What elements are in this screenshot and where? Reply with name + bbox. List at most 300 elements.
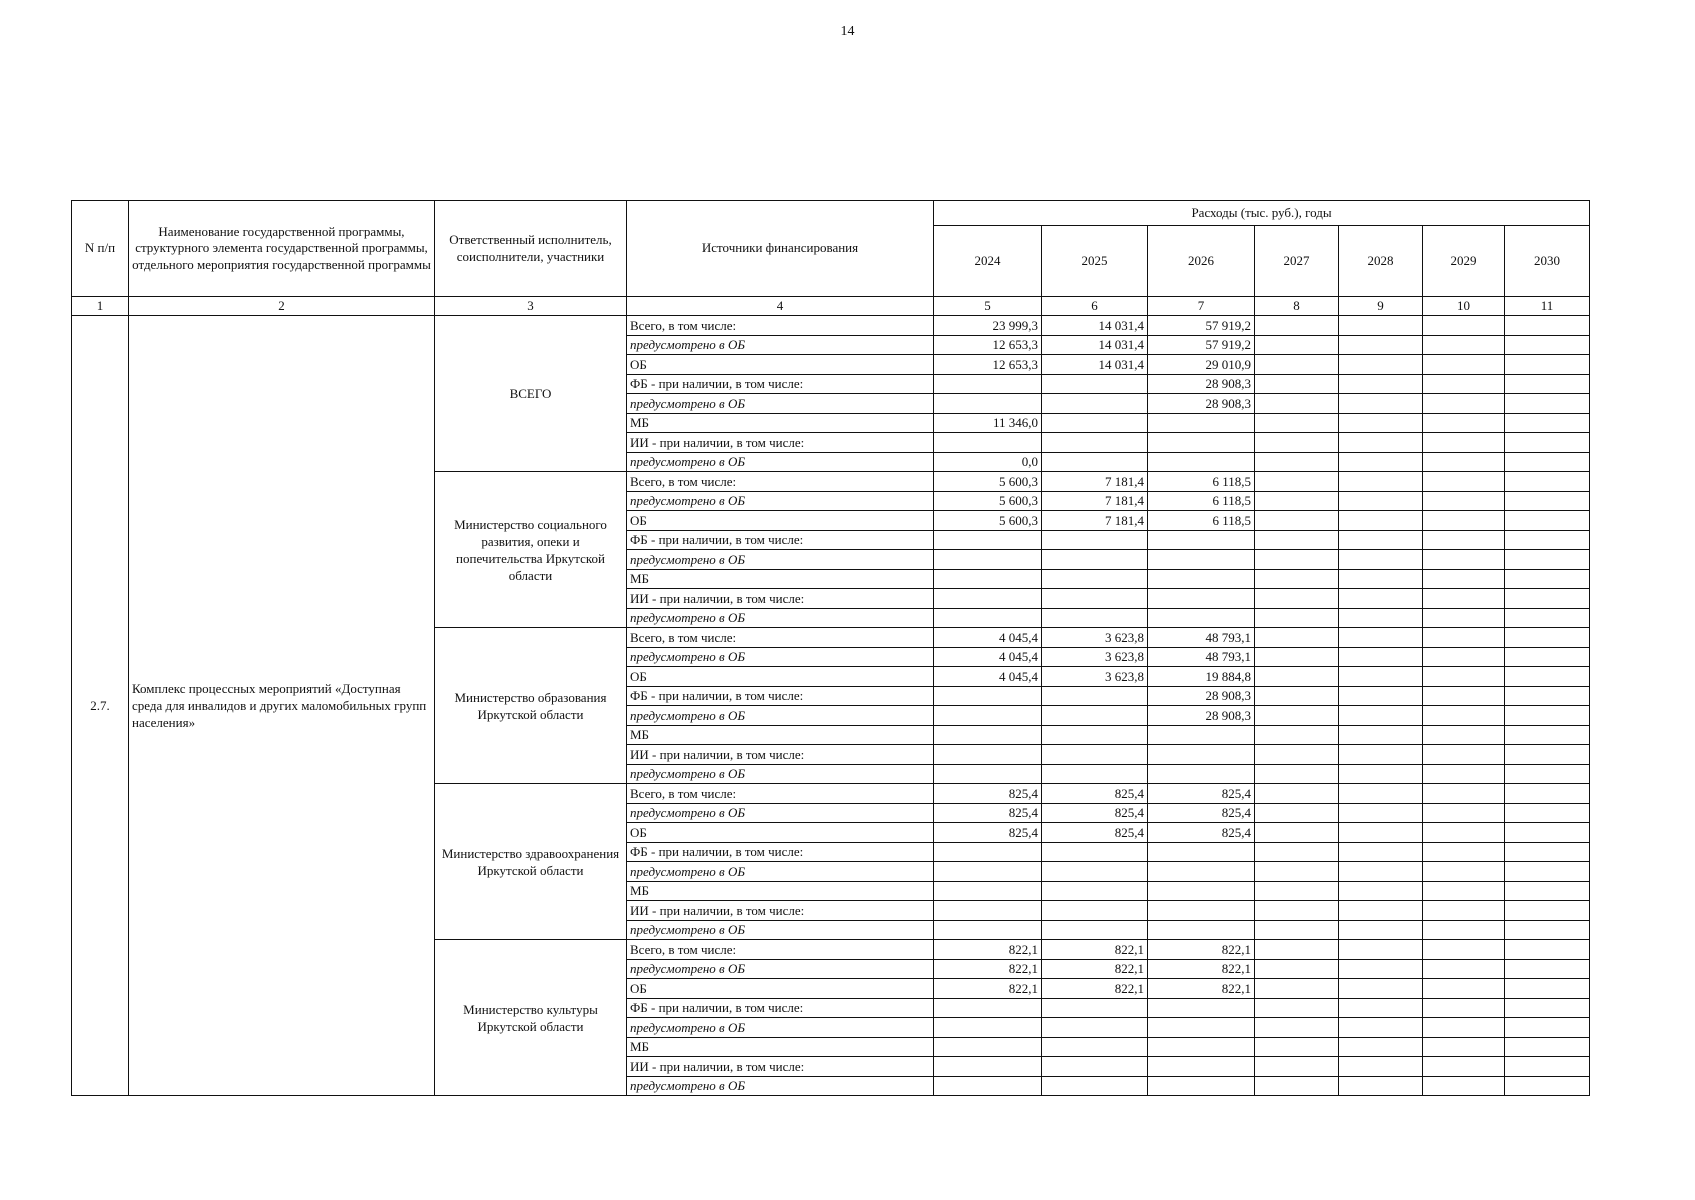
source-label: МБ bbox=[627, 569, 934, 589]
source-label: ФБ - при наличии, в том числе: bbox=[627, 374, 934, 394]
value-cell bbox=[1148, 901, 1255, 921]
column-number: 7 bbox=[1148, 297, 1255, 316]
table-body bbox=[72, 316, 1590, 1096]
value-cell bbox=[934, 745, 1042, 765]
source-label: МБ bbox=[627, 413, 934, 433]
value-cell bbox=[1423, 647, 1505, 667]
value-cell bbox=[1148, 589, 1255, 609]
value-cell: 822,1 bbox=[1148, 959, 1255, 979]
value-cell: 822,1 bbox=[1042, 979, 1148, 999]
source-label: МБ bbox=[627, 1037, 934, 1057]
value-cell: 5 600,3 bbox=[934, 511, 1042, 531]
value-cell bbox=[1505, 1037, 1590, 1057]
value-cell bbox=[934, 1018, 1042, 1038]
value-cell: 57 919,2 bbox=[1148, 316, 1255, 336]
value-cell bbox=[1339, 550, 1423, 570]
column-number: 2 bbox=[129, 297, 435, 316]
value-cell bbox=[1255, 472, 1339, 492]
value-cell bbox=[934, 901, 1042, 921]
value-cell bbox=[1339, 433, 1423, 453]
executor-name: ВСЕГО bbox=[435, 316, 627, 472]
header-num: N п/п bbox=[72, 201, 129, 297]
value-cell bbox=[1423, 706, 1505, 726]
value-cell: 7 181,4 bbox=[1042, 491, 1148, 511]
value-cell bbox=[1505, 355, 1590, 375]
value-cell bbox=[1505, 706, 1590, 726]
value-cell bbox=[1339, 901, 1423, 921]
value-cell bbox=[934, 433, 1042, 453]
value-cell bbox=[1339, 335, 1423, 355]
value-cell bbox=[1255, 745, 1339, 765]
value-cell bbox=[1148, 413, 1255, 433]
value-cell bbox=[1148, 862, 1255, 882]
value-cell bbox=[934, 394, 1042, 414]
value-cell bbox=[934, 1076, 1042, 1096]
value-cell bbox=[1255, 316, 1339, 336]
value-cell bbox=[1339, 842, 1423, 862]
source-label: Всего, в том числе: bbox=[627, 940, 934, 960]
column-number: 1 bbox=[72, 297, 129, 316]
value-cell bbox=[1339, 706, 1423, 726]
value-cell bbox=[1505, 335, 1590, 355]
source-label: предусмотрено в ОБ bbox=[627, 764, 934, 784]
value-cell bbox=[1505, 628, 1590, 648]
value-cell: 5 600,3 bbox=[934, 472, 1042, 492]
value-cell bbox=[1255, 1018, 1339, 1038]
value-cell bbox=[1339, 1076, 1423, 1096]
value-cell: 0,0 bbox=[934, 452, 1042, 472]
value-cell: 14 031,4 bbox=[1042, 355, 1148, 375]
value-cell bbox=[1148, 745, 1255, 765]
value-cell bbox=[1505, 608, 1590, 628]
value-cell: 29 010,9 bbox=[1148, 355, 1255, 375]
value-cell bbox=[1423, 355, 1505, 375]
value-cell bbox=[1423, 725, 1505, 745]
source-label: ИИ - при наличии, в том числе: bbox=[627, 589, 934, 609]
value-cell bbox=[1255, 374, 1339, 394]
value-cell bbox=[1423, 803, 1505, 823]
value-cell bbox=[1255, 647, 1339, 667]
value-cell bbox=[1423, 394, 1505, 414]
value-cell bbox=[1339, 452, 1423, 472]
value-cell bbox=[1505, 394, 1590, 414]
value-cell bbox=[1042, 433, 1148, 453]
value-cell bbox=[1042, 862, 1148, 882]
value-cell: 23 999,3 bbox=[934, 316, 1042, 336]
value-cell bbox=[1423, 764, 1505, 784]
source-label: предусмотрено в ОБ bbox=[627, 1018, 934, 1038]
value-cell bbox=[1042, 1076, 1148, 1096]
header-year: 2030 bbox=[1505, 226, 1590, 297]
value-cell bbox=[934, 589, 1042, 609]
value-cell bbox=[1255, 1076, 1339, 1096]
value-cell bbox=[934, 550, 1042, 570]
value-cell: 7 181,4 bbox=[1042, 511, 1148, 531]
value-cell bbox=[1423, 823, 1505, 843]
value-cell bbox=[1255, 803, 1339, 823]
value-cell bbox=[1339, 511, 1423, 531]
value-cell bbox=[1505, 686, 1590, 706]
value-cell bbox=[934, 686, 1042, 706]
value-cell bbox=[1505, 647, 1590, 667]
value-cell: 12 653,3 bbox=[934, 335, 1042, 355]
source-label: предусмотрено в ОБ bbox=[627, 803, 934, 823]
executor-name: Министерство социального развития, опеки и попечительства Иркутской области bbox=[435, 472, 627, 628]
value-cell: 825,4 bbox=[1042, 784, 1148, 804]
source-label: ИИ - при наличии, в том числе: bbox=[627, 433, 934, 453]
financing-table bbox=[71, 200, 1590, 1096]
source-label: Всего, в том числе: bbox=[627, 316, 934, 336]
source-label: предусмотрено в ОБ bbox=[627, 647, 934, 667]
value-cell bbox=[1339, 1018, 1423, 1038]
value-cell bbox=[1255, 433, 1339, 453]
value-cell bbox=[1339, 589, 1423, 609]
value-cell bbox=[934, 842, 1042, 862]
value-cell bbox=[1423, 920, 1505, 940]
value-cell bbox=[1505, 530, 1590, 550]
value-cell bbox=[1505, 745, 1590, 765]
value-cell bbox=[1339, 374, 1423, 394]
value-cell bbox=[1148, 881, 1255, 901]
header-year: 2026 bbox=[1148, 226, 1255, 297]
column-number: 4 bbox=[627, 297, 934, 316]
value-cell bbox=[1042, 745, 1148, 765]
value-cell bbox=[1042, 1018, 1148, 1038]
value-cell bbox=[1505, 979, 1590, 999]
value-cell bbox=[1339, 316, 1423, 336]
executor-name: Министерство здравоохранения Иркутской области bbox=[435, 784, 627, 940]
value-cell bbox=[1423, 1057, 1505, 1077]
value-cell bbox=[1255, 979, 1339, 999]
value-cell: 822,1 bbox=[934, 940, 1042, 960]
value-cell bbox=[1505, 491, 1590, 511]
value-cell bbox=[1505, 316, 1590, 336]
value-cell bbox=[1423, 1018, 1505, 1038]
value-cell bbox=[1255, 355, 1339, 375]
header-source: Источники финансирования bbox=[627, 201, 934, 297]
value-cell bbox=[1148, 452, 1255, 472]
value-cell bbox=[1148, 1076, 1255, 1096]
source-label: ОБ bbox=[627, 823, 934, 843]
source-label: предусмотрено в ОБ bbox=[627, 862, 934, 882]
program-name: Комплекс процессных мероприятий «Доступная среда для инвалидов и других маломобильных групп населения» bbox=[129, 316, 435, 1096]
value-cell bbox=[1505, 511, 1590, 531]
value-cell bbox=[934, 881, 1042, 901]
column-number: 11 bbox=[1505, 297, 1590, 316]
value-cell bbox=[1148, 764, 1255, 784]
value-cell bbox=[1423, 589, 1505, 609]
value-cell bbox=[1042, 998, 1148, 1018]
value-cell bbox=[1042, 374, 1148, 394]
value-cell bbox=[1423, 316, 1505, 336]
source-label: предусмотрено в ОБ bbox=[627, 920, 934, 940]
value-cell bbox=[1148, 842, 1255, 862]
value-cell bbox=[1255, 530, 1339, 550]
value-cell: 4 045,4 bbox=[934, 628, 1042, 648]
source-label: ОБ bbox=[627, 667, 934, 687]
value-cell bbox=[1339, 979, 1423, 999]
value-cell bbox=[1339, 647, 1423, 667]
value-cell bbox=[934, 374, 1042, 394]
value-cell bbox=[1339, 608, 1423, 628]
executor-name: Министерство культуры Иркутской области bbox=[435, 940, 627, 1096]
value-cell bbox=[1339, 998, 1423, 1018]
value-cell bbox=[1423, 530, 1505, 550]
value-cell bbox=[1505, 940, 1590, 960]
source-label: предусмотрено в ОБ bbox=[627, 335, 934, 355]
value-cell bbox=[934, 862, 1042, 882]
value-cell bbox=[1255, 842, 1339, 862]
value-cell bbox=[934, 569, 1042, 589]
value-cell bbox=[1505, 569, 1590, 589]
value-cell bbox=[1423, 472, 1505, 492]
header-executor: Ответственный исполнитель, соисполнители, участники bbox=[435, 201, 627, 297]
value-cell bbox=[1423, 979, 1505, 999]
value-cell bbox=[1255, 940, 1339, 960]
value-cell bbox=[1255, 725, 1339, 745]
value-cell bbox=[1042, 901, 1148, 921]
value-cell bbox=[1042, 452, 1148, 472]
column-number: 10 bbox=[1423, 297, 1505, 316]
source-label: ФБ - при наличии, в том числе: bbox=[627, 842, 934, 862]
value-cell bbox=[1423, 1076, 1505, 1096]
value-cell bbox=[934, 530, 1042, 550]
value-cell bbox=[1339, 745, 1423, 765]
value-cell bbox=[1339, 1057, 1423, 1077]
source-label: предусмотрено в ОБ bbox=[627, 491, 934, 511]
value-cell bbox=[1505, 842, 1590, 862]
value-cell: 4 045,4 bbox=[934, 647, 1042, 667]
source-label: предусмотрено в ОБ bbox=[627, 394, 934, 414]
value-cell bbox=[1255, 959, 1339, 979]
value-cell bbox=[1255, 764, 1339, 784]
value-cell: 822,1 bbox=[1148, 940, 1255, 960]
value-cell bbox=[1339, 920, 1423, 940]
value-cell bbox=[1339, 881, 1423, 901]
value-cell bbox=[1505, 998, 1590, 1018]
value-cell bbox=[1339, 803, 1423, 823]
value-cell bbox=[1423, 881, 1505, 901]
value-cell bbox=[1505, 725, 1590, 745]
value-cell: 4 045,4 bbox=[934, 667, 1042, 687]
value-cell: 7 181,4 bbox=[1042, 472, 1148, 492]
source-label: Всего, в том числе: bbox=[627, 472, 934, 492]
value-cell bbox=[934, 764, 1042, 784]
column-number: 5 bbox=[934, 297, 1042, 316]
value-cell bbox=[934, 1057, 1042, 1077]
value-cell bbox=[1148, 1018, 1255, 1038]
value-cell bbox=[1423, 452, 1505, 472]
header-year: 2027 bbox=[1255, 226, 1339, 297]
value-cell bbox=[1255, 667, 1339, 687]
value-cell bbox=[1339, 413, 1423, 433]
value-cell bbox=[1423, 491, 1505, 511]
source-label: ИИ - при наличии, в том числе: bbox=[627, 901, 934, 921]
value-cell bbox=[1042, 550, 1148, 570]
source-label: предусмотрено в ОБ bbox=[627, 608, 934, 628]
header-year: 2025 bbox=[1042, 226, 1148, 297]
header-program-name: Наименование государственной программы, структурного элемента государственной программы, отдельного мероприятия государственной программы bbox=[129, 201, 435, 297]
header-year: 2024 bbox=[934, 226, 1042, 297]
value-cell bbox=[1423, 998, 1505, 1018]
value-cell: 6 118,5 bbox=[1148, 491, 1255, 511]
value-cell bbox=[1423, 784, 1505, 804]
value-cell bbox=[1255, 901, 1339, 921]
value-cell bbox=[1423, 374, 1505, 394]
value-cell bbox=[1042, 589, 1148, 609]
value-cell: 822,1 bbox=[1148, 979, 1255, 999]
value-cell bbox=[1423, 433, 1505, 453]
value-cell bbox=[1339, 394, 1423, 414]
source-label: МБ bbox=[627, 881, 934, 901]
source-label: ФБ - при наличии, в том числе: bbox=[627, 530, 934, 550]
value-cell bbox=[1042, 706, 1148, 726]
value-cell bbox=[1148, 1037, 1255, 1057]
value-cell bbox=[1255, 686, 1339, 706]
value-cell bbox=[1423, 335, 1505, 355]
value-cell bbox=[1339, 940, 1423, 960]
value-cell bbox=[1339, 1037, 1423, 1057]
value-cell bbox=[1505, 452, 1590, 472]
value-cell bbox=[1042, 394, 1148, 414]
value-cell bbox=[1042, 530, 1148, 550]
value-cell bbox=[1255, 608, 1339, 628]
value-cell bbox=[1042, 920, 1148, 940]
value-cell: 28 908,3 bbox=[1148, 394, 1255, 414]
value-cell: 825,4 bbox=[934, 823, 1042, 843]
value-cell: 6 118,5 bbox=[1148, 511, 1255, 531]
value-cell bbox=[1255, 823, 1339, 843]
header-year: 2028 bbox=[1339, 226, 1423, 297]
value-cell bbox=[1042, 608, 1148, 628]
value-cell bbox=[1148, 569, 1255, 589]
source-label: предусмотрено в ОБ bbox=[627, 1076, 934, 1096]
value-cell bbox=[1148, 550, 1255, 570]
value-cell bbox=[1423, 686, 1505, 706]
value-cell bbox=[1042, 686, 1148, 706]
value-cell bbox=[1339, 628, 1423, 648]
value-cell bbox=[1505, 550, 1590, 570]
value-cell bbox=[934, 998, 1042, 1018]
value-cell bbox=[1255, 628, 1339, 648]
value-cell bbox=[1255, 589, 1339, 609]
value-cell bbox=[1505, 764, 1590, 784]
value-cell bbox=[1255, 491, 1339, 511]
source-label: предусмотрено в ОБ bbox=[627, 550, 934, 570]
value-cell bbox=[1505, 959, 1590, 979]
value-cell: 6 118,5 bbox=[1148, 472, 1255, 492]
value-cell bbox=[1423, 511, 1505, 531]
value-cell bbox=[1339, 667, 1423, 687]
value-cell bbox=[1423, 413, 1505, 433]
value-cell: 14 031,4 bbox=[1042, 335, 1148, 355]
value-cell: 48 793,1 bbox=[1148, 647, 1255, 667]
value-cell: 3 623,8 bbox=[1042, 628, 1148, 648]
value-cell bbox=[1148, 530, 1255, 550]
value-cell bbox=[1423, 842, 1505, 862]
value-cell: 825,4 bbox=[1042, 803, 1148, 823]
value-cell bbox=[1339, 823, 1423, 843]
value-cell bbox=[934, 706, 1042, 726]
value-cell bbox=[1255, 706, 1339, 726]
value-cell bbox=[1423, 667, 1505, 687]
value-cell: 11 346,0 bbox=[934, 413, 1042, 433]
page-number: 14 bbox=[840, 24, 855, 39]
value-cell bbox=[1255, 1037, 1339, 1057]
value-cell bbox=[1505, 784, 1590, 804]
value-cell: 3 623,8 bbox=[1042, 647, 1148, 667]
column-number: 3 bbox=[435, 297, 627, 316]
value-cell bbox=[1505, 413, 1590, 433]
value-cell: 28 908,3 bbox=[1148, 706, 1255, 726]
value-cell bbox=[1339, 472, 1423, 492]
source-label: ОБ bbox=[627, 355, 934, 375]
source-label: Всего, в том числе: bbox=[627, 784, 934, 804]
value-cell bbox=[1148, 608, 1255, 628]
value-cell bbox=[1505, 374, 1590, 394]
value-cell bbox=[1255, 920, 1339, 940]
value-cell bbox=[1505, 862, 1590, 882]
value-cell bbox=[1423, 628, 1505, 648]
value-cell: 57 919,2 bbox=[1148, 335, 1255, 355]
value-cell: 825,4 bbox=[934, 784, 1042, 804]
value-cell bbox=[1255, 881, 1339, 901]
value-cell bbox=[1339, 491, 1423, 511]
row-number: 2.7. bbox=[72, 316, 129, 1096]
value-cell bbox=[1042, 1037, 1148, 1057]
value-cell bbox=[1255, 998, 1339, 1018]
value-cell: 48 793,1 bbox=[1148, 628, 1255, 648]
value-cell bbox=[1042, 725, 1148, 745]
value-cell bbox=[1505, 823, 1590, 843]
value-cell bbox=[1339, 569, 1423, 589]
value-cell bbox=[1423, 550, 1505, 570]
value-cell bbox=[934, 725, 1042, 745]
source-label: ОБ bbox=[627, 979, 934, 999]
value-cell: 19 884,8 bbox=[1148, 667, 1255, 687]
value-cell: 822,1 bbox=[934, 979, 1042, 999]
value-cell bbox=[1339, 686, 1423, 706]
value-cell: 822,1 bbox=[1042, 959, 1148, 979]
value-cell bbox=[1255, 511, 1339, 531]
executor-name: Министерство образования Иркутской области bbox=[435, 628, 627, 784]
source-label: Всего, в том числе: bbox=[627, 628, 934, 648]
value-cell bbox=[1255, 1057, 1339, 1077]
value-cell bbox=[1505, 1018, 1590, 1038]
value-cell: 3 623,8 bbox=[1042, 667, 1148, 687]
value-cell: 12 653,3 bbox=[934, 355, 1042, 375]
value-cell bbox=[1505, 920, 1590, 940]
table-row bbox=[72, 316, 1590, 336]
value-cell: 825,4 bbox=[1148, 823, 1255, 843]
value-cell bbox=[1042, 881, 1148, 901]
value-cell bbox=[934, 1037, 1042, 1057]
source-label: предусмотрено в ОБ bbox=[627, 959, 934, 979]
source-label: ИИ - при наличии, в том числе: bbox=[627, 745, 934, 765]
value-cell bbox=[1339, 784, 1423, 804]
column-number: 8 bbox=[1255, 297, 1339, 316]
value-cell bbox=[1505, 901, 1590, 921]
value-cell bbox=[1042, 842, 1148, 862]
value-cell bbox=[1255, 413, 1339, 433]
value-cell bbox=[1255, 394, 1339, 414]
value-cell: 825,4 bbox=[1042, 823, 1148, 843]
source-label: предусмотрено в ОБ bbox=[627, 452, 934, 472]
source-label: ОБ bbox=[627, 511, 934, 531]
column-number: 6 bbox=[1042, 297, 1148, 316]
value-cell bbox=[1148, 725, 1255, 745]
value-cell bbox=[1339, 355, 1423, 375]
